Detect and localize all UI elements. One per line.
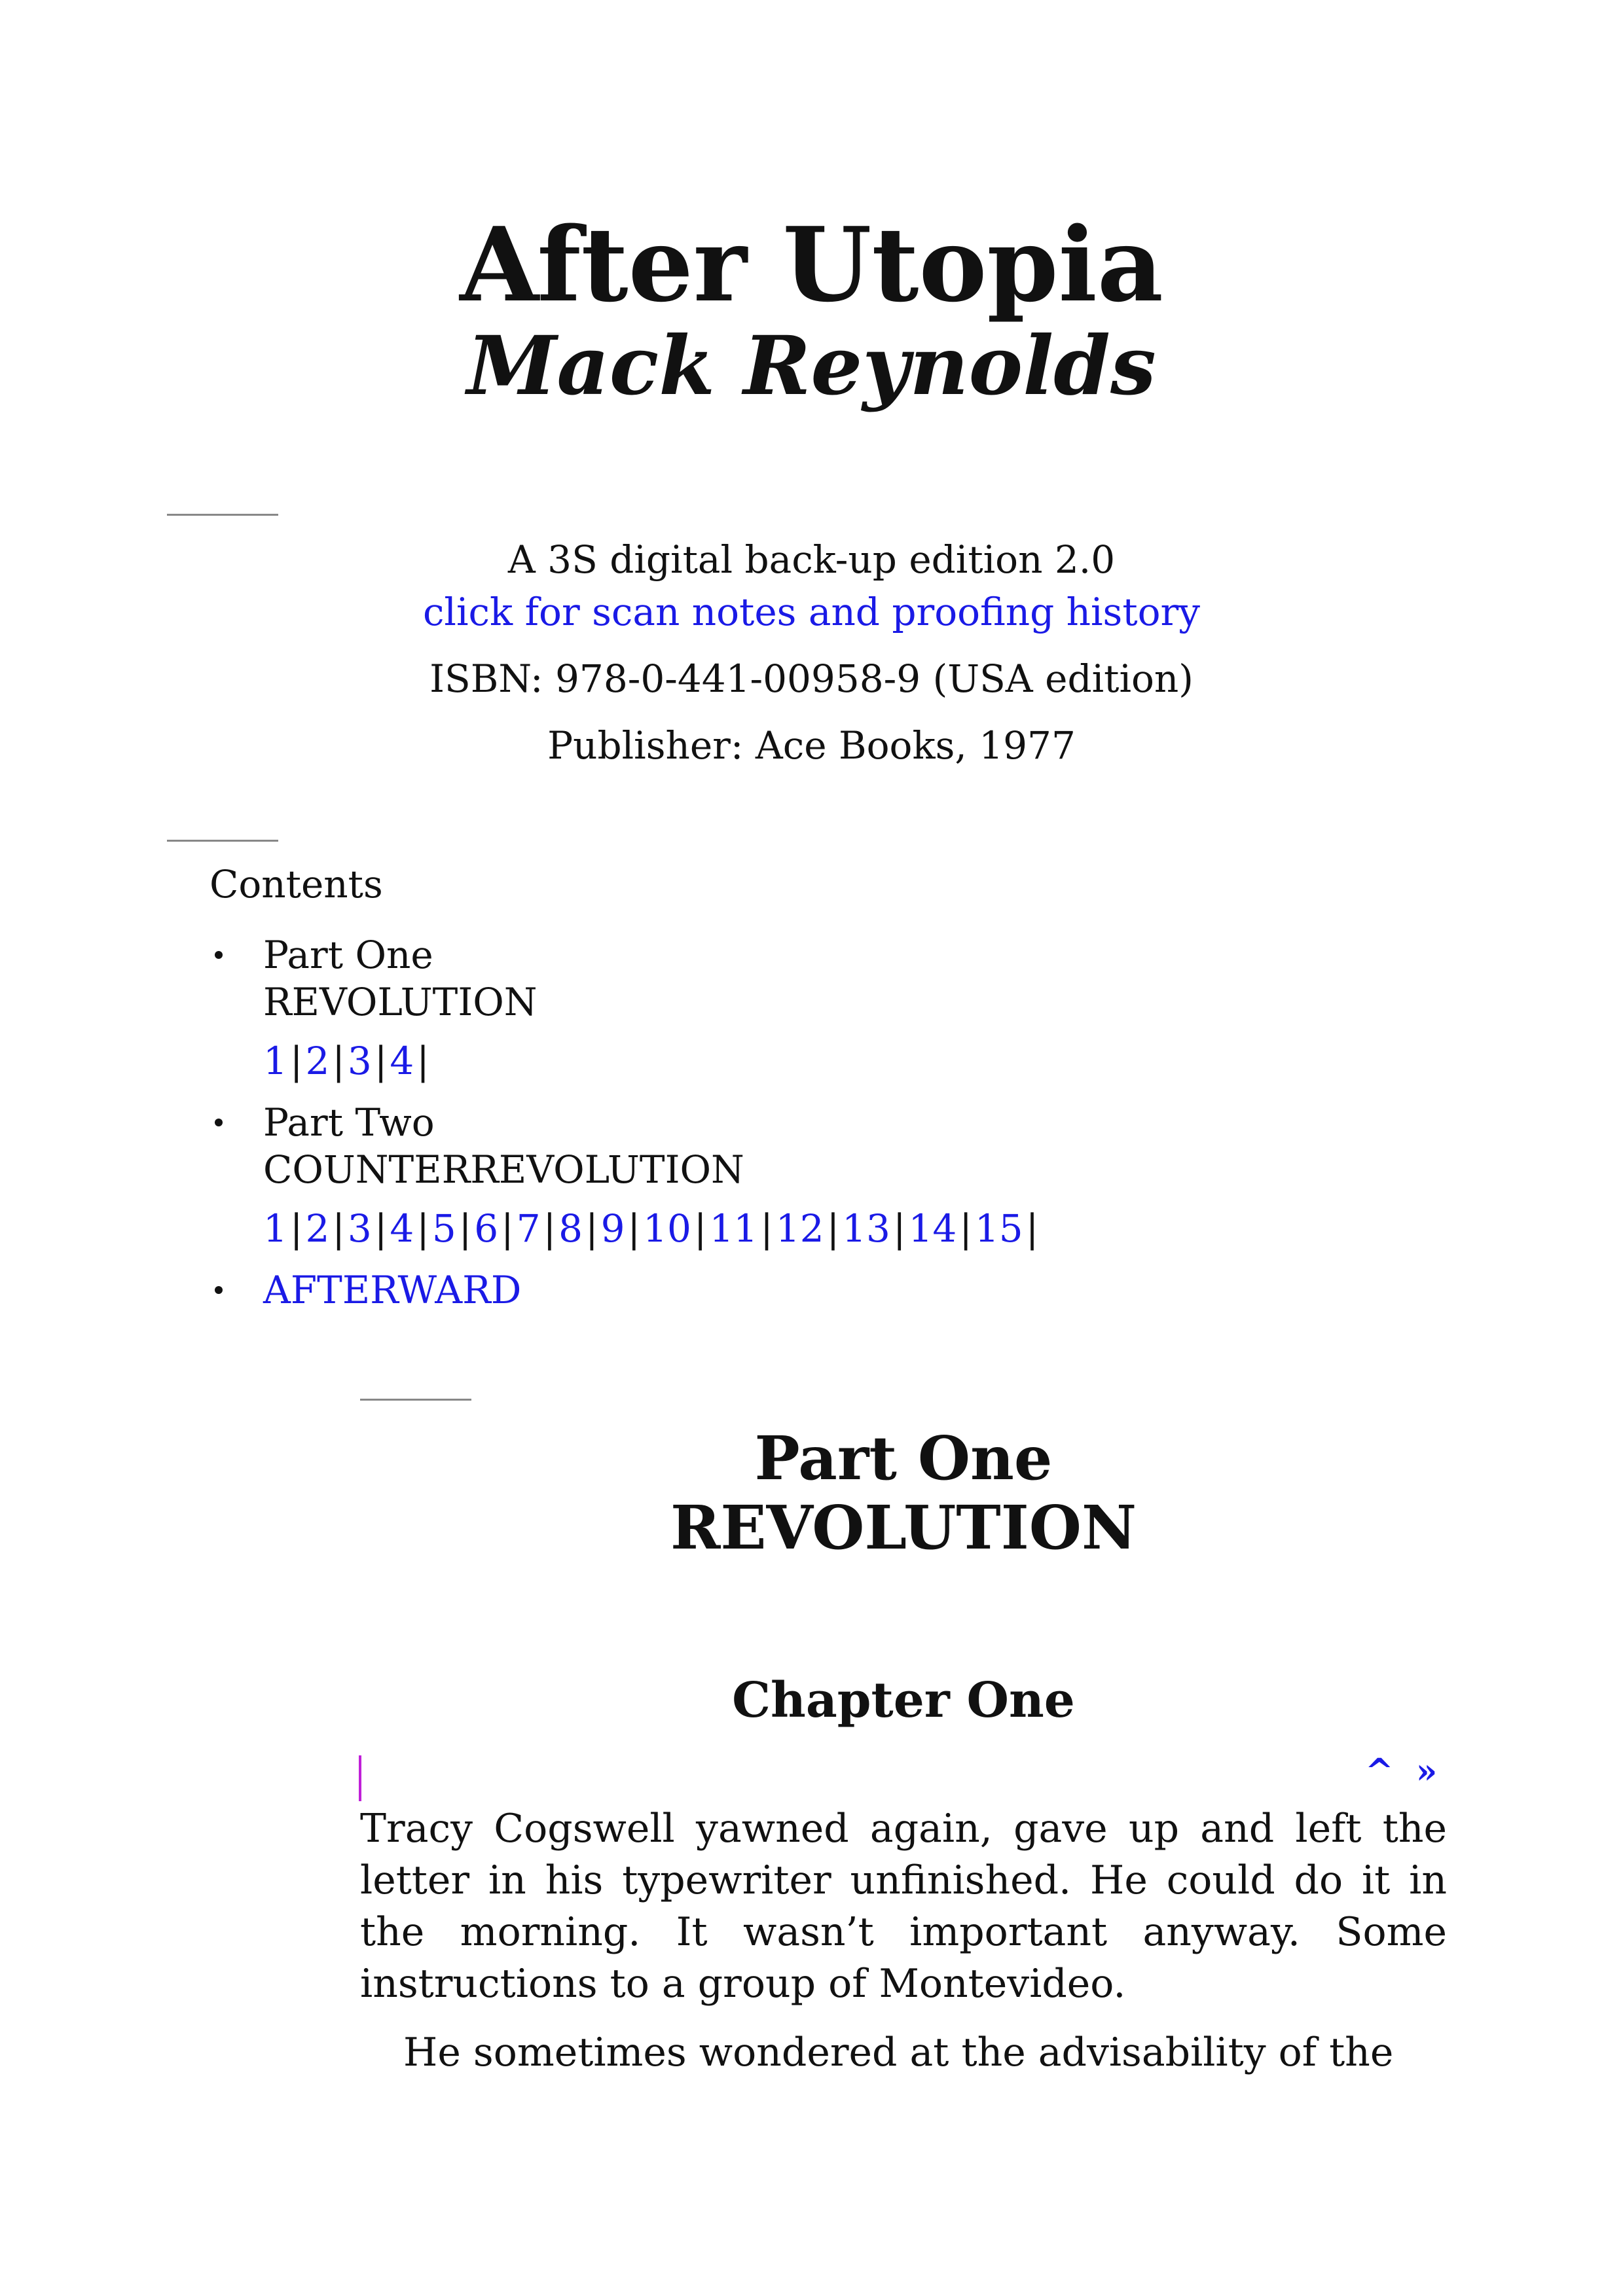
chapter-link[interactable]: 5 bbox=[431, 1206, 456, 1251]
divider-rule bbox=[167, 514, 278, 516]
link-separator: | bbox=[760, 1206, 773, 1251]
part-heading bbox=[360, 1424, 1447, 1562]
chapter-link[interactable]: 12 bbox=[775, 1206, 824, 1251]
toc-part-subtitle: COUNTERREVOLUTION bbox=[263, 1147, 744, 1192]
toc-part-name: Part Two bbox=[263, 1100, 435, 1145]
chapter-link[interactable]: 3 bbox=[347, 1206, 372, 1251]
paragraph: He sometimes wondered at the advisability of the bbox=[403, 2030, 1394, 2075]
chapter-link[interactable]: 13 bbox=[842, 1206, 890, 1251]
contents-title: Contents bbox=[210, 862, 383, 906]
chapter-link[interactable]: 11 bbox=[709, 1206, 758, 1251]
paragraph: Tracy Cogswell yawned again, gave up and left the letter in his typewriter unfinished. He could do it in the morning. It wasn’t important anyway. Some instructions to a group of Montevideo. bbox=[360, 1806, 1447, 2007]
bullet-icon bbox=[215, 951, 223, 959]
link-separator: | bbox=[627, 1206, 641, 1251]
publisher-text: Publisher: Ace Books, 1977 bbox=[547, 723, 1076, 768]
toc-list bbox=[210, 931, 1453, 1314]
link-separator: | bbox=[959, 1206, 972, 1251]
link-separator: | bbox=[585, 1206, 598, 1251]
toc-afterward bbox=[210, 1266, 1453, 1314]
link-separator: | bbox=[332, 1206, 345, 1251]
afterward-link[interactable]: AFTERWARD bbox=[263, 1268, 522, 1312]
chapter-links bbox=[263, 1037, 1453, 1085]
chapter-heading: Chapter One bbox=[732, 1672, 1075, 1729]
divider-rule bbox=[360, 1399, 471, 1401]
chapter-link[interactable]: 2 bbox=[305, 1039, 330, 1083]
bullet-icon bbox=[215, 1286, 223, 1294]
link-separator: | bbox=[374, 1039, 388, 1083]
chapter-link[interactable]: 9 bbox=[600, 1206, 625, 1251]
chapter-link[interactable]: 7 bbox=[516, 1206, 541, 1251]
link-separator: | bbox=[543, 1206, 556, 1251]
chapter-link[interactable]: 1 bbox=[263, 1206, 287, 1251]
isbn-text: ISBN: 978-0-441-00958-9 (USA edition) bbox=[429, 656, 1194, 701]
nav-next-icon[interactable]: » bbox=[1415, 1751, 1443, 1791]
link-separator: | bbox=[501, 1206, 514, 1251]
toc-part-one bbox=[210, 931, 1453, 1085]
chapter-link[interactable]: 4 bbox=[390, 1039, 414, 1083]
link-separator: | bbox=[332, 1039, 345, 1083]
part-heading-name: Part One bbox=[754, 1423, 1053, 1494]
toc-part-two bbox=[210, 1099, 1453, 1252]
title-block bbox=[0, 205, 1623, 414]
toc-part-name: Part One bbox=[263, 933, 433, 977]
edition-label: A 3S digital back-up edition 2.0 bbox=[507, 537, 1116, 582]
chapter-link[interactable]: 14 bbox=[908, 1206, 957, 1251]
edition-info bbox=[0, 533, 1623, 772]
link-separator: | bbox=[416, 1206, 429, 1251]
chapter-link[interactable]: 8 bbox=[558, 1206, 583, 1251]
chapter-link[interactable]: 1 bbox=[263, 1039, 287, 1083]
scan-notes-link[interactable]: click for scan notes and proofing history bbox=[422, 590, 1201, 634]
bullet-icon bbox=[215, 1119, 223, 1126]
table-of-contents bbox=[210, 861, 1453, 1328]
chapter-link[interactable]: 6 bbox=[474, 1206, 499, 1251]
link-separator: | bbox=[374, 1206, 388, 1251]
link-separator: | bbox=[289, 1206, 303, 1251]
chapter-link[interactable]: 2 bbox=[305, 1206, 330, 1251]
chapter-body bbox=[360, 1803, 1447, 2096]
link-separator: | bbox=[693, 1206, 707, 1251]
text-cursor bbox=[359, 1755, 361, 1801]
chapter-link[interactable]: 3 bbox=[347, 1039, 372, 1083]
toc-part-subtitle: REVOLUTION bbox=[263, 980, 538, 1024]
link-separator: | bbox=[826, 1206, 840, 1251]
divider-rule bbox=[167, 840, 278, 842]
book-title: After Utopia bbox=[460, 205, 1163, 325]
part-heading-subtitle: REVOLUTION bbox=[670, 1492, 1137, 1563]
link-separator: | bbox=[416, 1039, 429, 1083]
chapter-link[interactable]: 4 bbox=[390, 1206, 414, 1251]
link-separator: | bbox=[1025, 1206, 1039, 1251]
chapter-links bbox=[263, 1205, 1453, 1252]
link-separator: | bbox=[289, 1039, 303, 1083]
book-author: Mack Reynolds bbox=[467, 319, 1156, 414]
nav-up-icon[interactable]: ^ bbox=[1365, 1751, 1399, 1791]
chapter-link[interactable]: 10 bbox=[643, 1206, 691, 1251]
chapter-nav bbox=[1365, 1751, 1442, 1791]
link-separator: | bbox=[892, 1206, 906, 1251]
chapter-link[interactable]: 15 bbox=[974, 1206, 1023, 1251]
link-separator: | bbox=[458, 1206, 472, 1251]
